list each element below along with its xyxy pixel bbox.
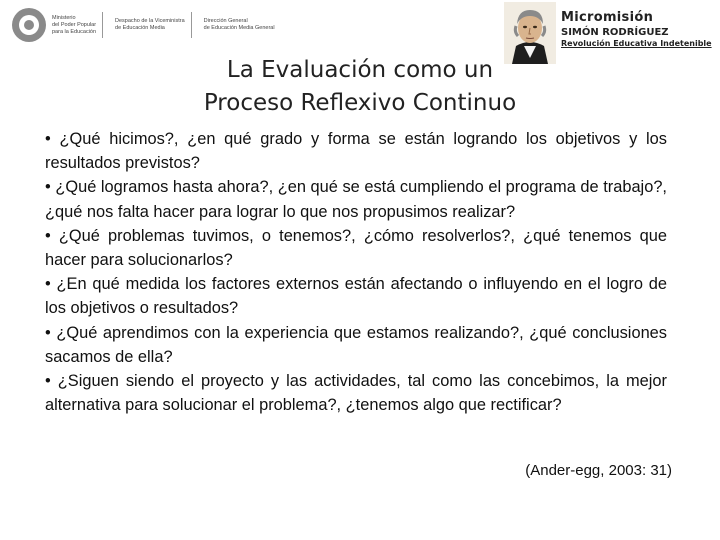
list-item: • ¿Qué aprendimos con la experiencia que estamos realizando?, ¿qué conclusiones sacamos de ella?: [45, 323, 667, 366]
list-item: • ¿Siguen siendo el proyecto y las actividades, tal como las concebimos, la mejor alternativa para solucionar el problema?, ¿tenemos algo que rectificar?: [45, 372, 667, 415]
question-list: [45, 127, 667, 417]
micromision-logo: [561, 10, 712, 48]
ministry-line: del Poder Popular: [52, 21, 97, 28]
list-item: • ¿En qué medida los factores externos están afectando o influyendo en el logro de los objetivos o resultados?: [45, 275, 667, 318]
ministry-line: para la Educación: [52, 28, 97, 35]
brand-subtitle: SIMÓN RODRÍGUEZ: [561, 27, 669, 38]
list-item: • ¿Qué hicimos?, ¿en qué grado y forma se están logrando los objetivos y los resultados previstos?: [45, 130, 667, 173]
title-line-2: Proceso Reflexivo Continuo: [203, 90, 517, 116]
divider: [191, 12, 192, 38]
vice-line: de Educación Media: [115, 25, 165, 31]
direction-line: de Educación Media General: [203, 25, 275, 31]
ministry-label: [52, 15, 96, 36]
seal-icon: [12, 8, 46, 42]
citation: (Ander-egg, 2003: 31): [525, 462, 672, 479]
list-item: • ¿Qué logramos hasta ahora?, ¿en qué se está cumpliendo el programa de trabajo?, ¿qué nos falta hacer para lograr lo que nos propusimos realizar?: [45, 178, 667, 221]
header-bar: [0, 0, 720, 50]
ministry-line: Ministerio: [52, 14, 76, 21]
government-logo: [12, 8, 275, 42]
direction-line: Dirección General: [203, 18, 248, 24]
brand-tagline: Revolución Educativa Indetenible: [561, 39, 712, 48]
divider: [102, 12, 103, 38]
title-line-1: La Evaluación como un: [226, 57, 494, 83]
vice-ministry-label: [115, 18, 185, 32]
vice-line: Despacho de la Viceministra: [115, 18, 185, 24]
brand-title: Micromisión: [561, 10, 654, 25]
slide-title: [0, 54, 720, 120]
direction-label: [204, 18, 275, 32]
list-item: • ¿Qué problemas tuvimos, o tenemos?, ¿cómo resolverlos?, ¿qué tenemos que hacer para solucionarlos?: [45, 226, 667, 270]
